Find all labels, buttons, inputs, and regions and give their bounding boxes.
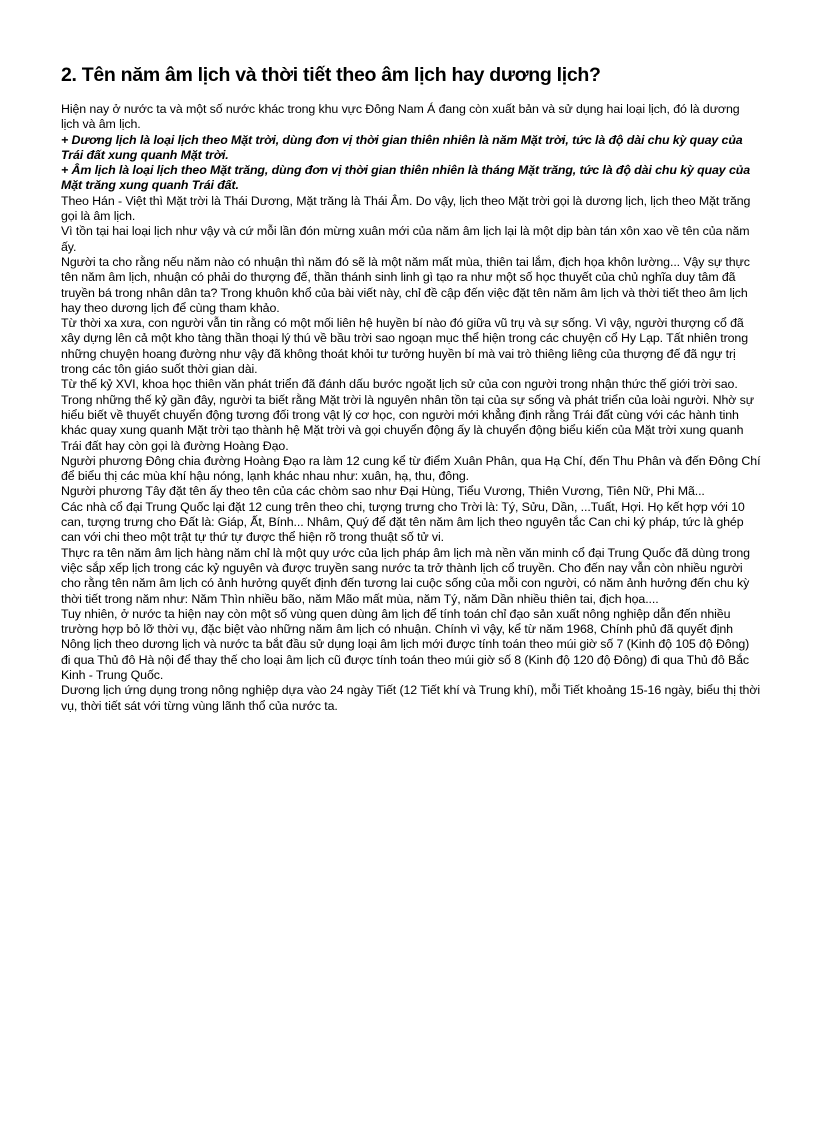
paragraph-chinese-can-chi: Các nhà cổ đại Trung Quốc lại đặt 12 cung trên theo chi, tượng trưng cho Trời là: Tý, Sửu, Dần, ...Tuất, Hợi. Họ kết hợp với 10 can, tượng trưng cho Đất là: Giáp, Ất, Bính... Nhâm, Quý để đặt tên năm âm lịch theo nguyên tắc Can chi ký pháp, tức là ghép can với chi theo một trật tự thứ tự được thể hiện rõ trong thuật số tử vi. [61, 499, 745, 545]
paragraph-han-viet: Theo Hán - Việt thì Mặt trời là Thái Dương, Mặt trăng là Thái Âm. Do vậy, lịch theo Mặt trời gọi là dương lịch, lịch theo Mặt trăng gọi là âm lịch. [61, 193, 751, 224]
paragraph-leap-year-beliefs: Người ta cho rằng nếu năm nào có nhuận thì năm đó sẽ là một năm mất mùa, thiên tai lắm, địch họa khôn lường... Vậy sự thực tên năm âm lịch, nhuận có phải do thượng đế, thần thánh sinh linh gì tạo ra như một số học thuyết của chủ nghĩa duy tâm đã truyền bá trong nhân dân ta? Trong khuôn khổ của bài viết này, chỉ đề cập đến việc đặt tên năm âm lịch và thời tiết theo âm lịch hay theo dương lịch để cùng tham khảo. [61, 254, 750, 315]
paragraph-western-constellations: Người phương Tây đặt tên ấy theo tên của các chòm sao như Đại Hùng, Tiểu Vương, Thiên Vương, Tiên Nữ, Phi Mã... [61, 484, 705, 499]
paragraph-vietnam-calendar-change: Tuy nhiên, ở nước ta hiện nay còn một số vùng quen dùng âm lịch để tính toán chỉ đạo sản xuất nông nghiệp dẫn đến nhiều trường hợp bỏ lỡ thời vụ, đặc biệt vào những năm âm lịch có nhuận. Chính vì vậy, kể từ năm 1968, Chính phủ đã quyết định Nông lịch theo dương lịch và nước ta bắt đầu sử dụng loại âm lịch mới được tính toán theo múi giờ số 7 (Kinh độ 105 độ Đông) đi qua Thủ đô Hà nội để thay thế cho loại âm lịch cũ được tính toán theo múi giờ số 8 (Kinh độ 120 độ Đông) đi qua Thủ đô Bắc Kinh - Trung Quốc. [61, 606, 750, 682]
paragraph-lunar-year-names: Thực ra tên năm âm lịch hàng năm chỉ là một quy ước của lịch pháp âm lịch mà nền văn minh cổ đại Trung Quốc đã dùng trong việc sắp xếp lịch trong các kỷ nguyên và được truyền sang nước ta trở thành lịch cổ truyền. Cho đến nay vẫn còn nhiều người cho rằng tên năm âm lịch có ảnh hưởng quyết định đến tương lai cuộc sống của mỗi con người, có năm ảnh hưởng đến chu kỳ thời tiết trong năm như: Năm Thìn nhiều bão, năm Mão mất mùa, năm Tý, năm Dần nhiều thiên tai, địch họa.... [61, 545, 750, 606]
paragraph-two-calendars: Vì tồn tại hai loại lịch như vậy và cứ mỗi lần đón mừng xuân mới của năm âm lịch lại là một dịp bàn tán xôn xao về tên của năm ấy. [61, 224, 750, 254]
paragraph-solar-terms: Dương lịch ứng dụng trong nông nghiệp dựa vào 24 ngày Tiết (12 Tiết khí và Trung khí), mỗi Tiết khoảng 15-16 ngày, biểu thị thời vụ, thời tiết sát với từng vùng lãnh thổ của nước ta. [61, 683, 761, 713]
document-title: 2. Tên năm âm lịch và thời tiết theo âm lịch hay dương lịch? [61, 64, 601, 86]
paragraph-eastern-zodiac: Người phương Đông chia đường Hoàng Đạo ra làm 12 cung kể từ điểm Xuân Phân, qua Hạ Chí, đến Thu Phân và đến Đông Chí để biểu thị các mùa khí hậu nóng, lạnh khác nhau như: xuân, hạ, thu, đông. [61, 453, 761, 484]
document-body [61, 102, 761, 714]
paragraph-astronomy: Từ thế kỷ XVI, khoa học thiên văn phát triển đã đánh dấu bước ngoặt lịch sử của con người trong nhận thức thế giới trời sao. Trong những thế kỷ gần đây, người ta biết rằng Mặt trời là nguyên nhân tồn tại của sự sống và phát triển của loài người. Nhờ sự hiểu biết về thuyết chuyển động tương đối trong vật lý cơ học, con người mới khẳng định rằng Trái đất cùng với các hành tinh khác quay xung quanh Mặt trời tạo thành hệ Mặt trời và gọi chuyển động ấy là chuyển động biểu kiến của Mặt trời xung quanh Trái đất hay còn gọi là đường Hoàng Đạo. [61, 377, 754, 453]
paragraph-lunar-calendar-definition: + Âm lịch là loại lịch theo Mặt trăng, dùng đơn vị thời gian thiên nhiên là tháng Mặt trăng, tức là độ dài chu kỳ quay của Mặt trăng xung quanh Trái đất. [61, 163, 750, 193]
paragraph-ancient-beliefs: Từ thời xa xưa, con người vẫn tin rằng có một mối liên hệ huyền bí nào đó giữa vũ trụ và sự sống. Vì vậy, người thượng cổ đã xây dựng lên cả một kho tàng thần thoại lý thú về bầu trời sao ngoạn mục thể hiện trong các chuyện cổ Hy Lạp. Tất nhiên trong những chuyện hoang đường như vậy đã không thoát khỏi tư tưởng huyền bí mà vai trò thiêng liêng của thượng đế đã ngự trị trong các tôn giáo suốt thời gian dài. [61, 316, 748, 377]
paragraph-solar-calendar-definition: + Dương lịch là loại lịch theo Mặt trời, dùng đơn vị thời gian thiên nhiên là năm Mặt trời, tức là độ dài chu kỳ quay của Trái đất xung quanh Mặt trời. [61, 132, 743, 162]
paragraph-intro: Hiện nay ở nước ta và một số nước khác trong khu vực Đông Nam Á đang còn xuất bản và sử dụng hai loại lịch, đó là dương lịch và âm lịch. [61, 102, 740, 132]
